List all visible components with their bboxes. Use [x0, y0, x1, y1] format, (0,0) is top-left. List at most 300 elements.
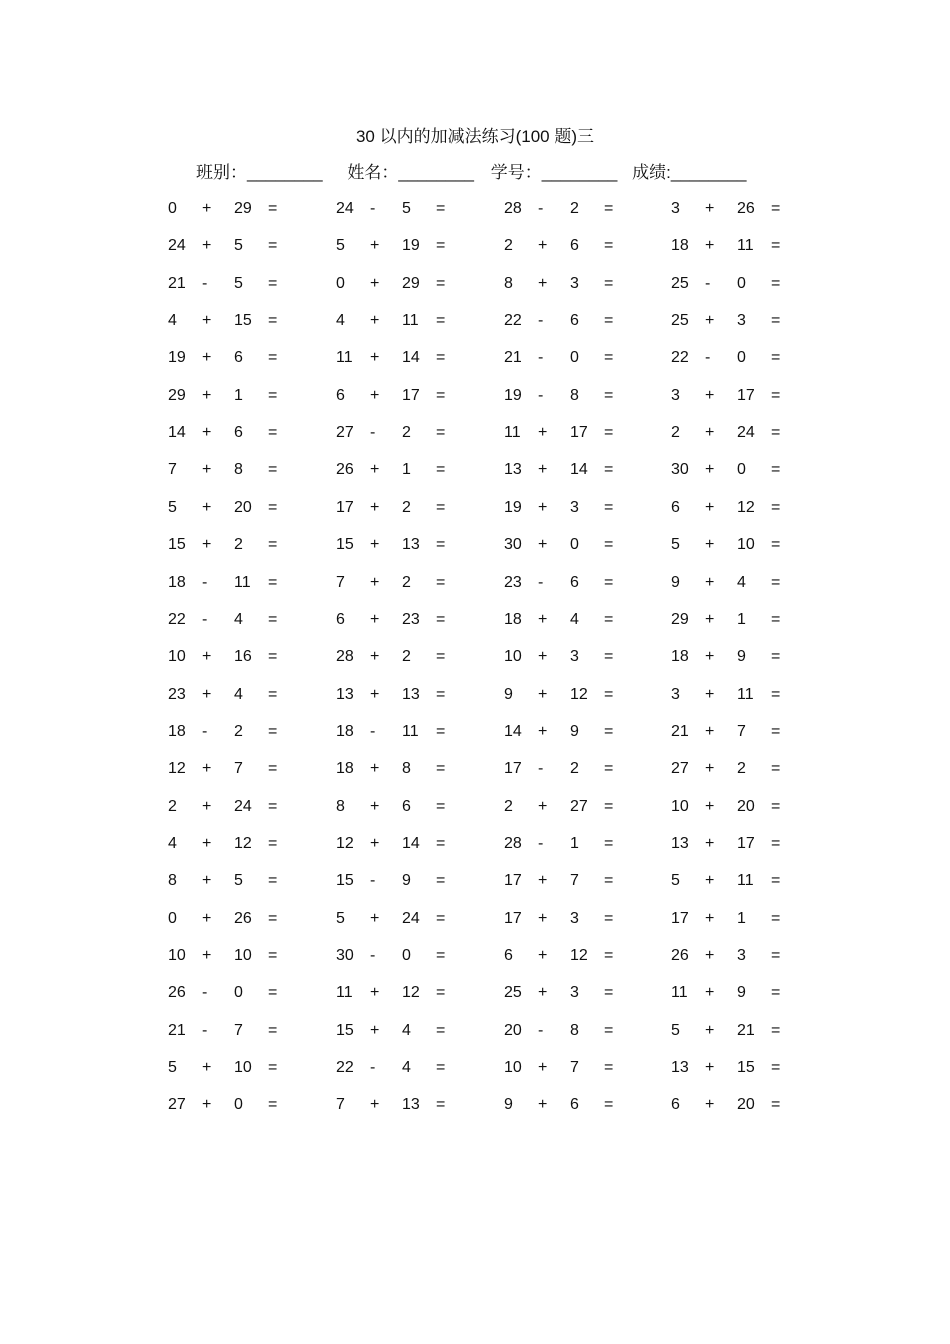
problem-row [0, 195, 950, 223]
equals-sign: = [268, 200, 278, 217]
operator: + [370, 274, 380, 292]
equals-sign: = [268, 685, 278, 703]
equals-sign: = [771, 1059, 781, 1077]
operand-2: 2 [402, 498, 411, 516]
problem-row [0, 1017, 950, 1045]
operand-2: 1 [737, 610, 746, 628]
equals-sign: = [436, 274, 446, 292]
equals-sign: = [604, 685, 614, 703]
equals-sign: = [436, 237, 446, 255]
operand-1: 15 [336, 1021, 354, 1039]
equals-sign: = [771, 797, 781, 815]
equals-sign: = [771, 274, 781, 292]
operand-2: 3 [570, 984, 579, 1002]
operand-1: 18 [671, 648, 689, 666]
problem-row [0, 569, 950, 597]
operand-1: 8 [168, 872, 177, 890]
equals-sign: = [604, 984, 614, 1002]
operator: + [538, 722, 548, 740]
operand-1: 25 [671, 312, 689, 330]
equals-sign: = [771, 610, 781, 628]
equals-sign: = [771, 1096, 781, 1114]
operand-1: 12 [336, 834, 354, 852]
operand-1: 27 [168, 1096, 186, 1114]
equals-sign: = [771, 237, 781, 255]
operand-1: 9 [504, 1096, 513, 1114]
equals-sign: = [604, 722, 614, 740]
operand-2: 3 [570, 498, 579, 516]
operand-2: 5 [234, 274, 243, 292]
name-label: 姓名： [347, 163, 399, 182]
operator: + [538, 461, 548, 479]
equals-sign: = [604, 386, 614, 404]
operator: - [202, 984, 208, 1002]
operand-1: 2 [671, 424, 680, 442]
equals-sign: = [436, 872, 446, 890]
operand-2: 4 [737, 573, 746, 591]
operand-2: 0 [234, 1096, 243, 1114]
equals-sign: = [268, 984, 278, 1002]
operand-2: 17 [737, 834, 755, 852]
operand-2: 11 [402, 312, 419, 330]
equals-sign: = [436, 424, 446, 442]
operand-1: 2 [168, 797, 177, 815]
equals-sign: = [604, 312, 614, 330]
operator: + [705, 872, 715, 890]
operator: + [370, 349, 380, 367]
operand-2: 24 [737, 424, 755, 442]
equals-sign: = [436, 685, 446, 703]
problem-row [0, 718, 950, 746]
operand-2: 7 [234, 760, 243, 778]
operator: + [705, 237, 715, 255]
operand-2: 11 [402, 722, 419, 740]
operand-2: 9 [402, 872, 411, 890]
operand-1: 6 [671, 498, 680, 516]
operand-2: 6 [570, 312, 579, 330]
operand-2: 7 [737, 722, 746, 740]
operand-1: 11 [504, 424, 521, 442]
operator: + [202, 200, 212, 217]
operator: + [202, 498, 212, 516]
operand-1: 17 [504, 909, 522, 927]
operand-2: 29 [402, 274, 420, 292]
operator: + [538, 237, 548, 255]
operator: - [370, 200, 376, 217]
equals-sign: = [268, 610, 278, 628]
operand-1: 5 [671, 872, 680, 890]
operand-2: 0 [402, 947, 411, 964]
operand-2: 20 [234, 498, 252, 516]
operand-2: 27 [570, 797, 588, 815]
operator: - [202, 573, 208, 591]
equals-sign: = [268, 1021, 278, 1039]
operand-2: 3 [570, 274, 579, 292]
equals-sign: = [436, 760, 446, 778]
operator: - [538, 1021, 544, 1039]
operand-1: 18 [168, 573, 186, 591]
equals-sign: = [436, 648, 446, 666]
operator: + [538, 947, 548, 964]
operand-2: 11 [737, 685, 754, 703]
operand-2: 13 [402, 685, 420, 703]
operand-1: 5 [671, 1021, 680, 1039]
problem-row [0, 382, 950, 410]
equals-sign: = [436, 984, 446, 1002]
operand-2: 10 [737, 536, 755, 554]
equals-sign: = [771, 685, 781, 703]
equals-sign: = [436, 573, 446, 591]
operator: + [538, 797, 548, 815]
operand-1: 17 [336, 498, 354, 516]
operator: + [202, 760, 212, 778]
operand-2: 15 [737, 1059, 755, 1077]
operand-2: 17 [737, 386, 755, 404]
equals-sign: = [268, 424, 278, 442]
equals-sign: = [268, 834, 278, 852]
equals-sign: = [436, 947, 446, 964]
operator: + [538, 610, 548, 628]
operand-1: 23 [168, 685, 186, 703]
operand-2: 6 [570, 573, 579, 591]
problem-row [0, 681, 950, 709]
equals-sign: = [771, 498, 781, 516]
equals-sign: = [604, 872, 614, 890]
operand-1: 22 [671, 349, 689, 367]
operator: - [538, 573, 544, 591]
operator: + [370, 984, 380, 1002]
problem-row [0, 793, 950, 821]
operator: + [202, 797, 212, 815]
operand-1: 9 [504, 685, 513, 703]
operand-1: 5 [336, 237, 345, 255]
operand-2: 14 [402, 834, 420, 852]
equals-sign: = [436, 722, 446, 740]
operator: + [370, 461, 380, 479]
operand-1: 8 [336, 797, 345, 815]
operand-2: 8 [402, 760, 411, 778]
equals-sign: = [436, 461, 446, 479]
operator: + [705, 498, 715, 516]
equals-sign: = [436, 349, 446, 367]
operator: + [202, 648, 212, 666]
operand-2: 3 [737, 947, 746, 964]
operand-2: 0 [570, 349, 579, 367]
operand-2: 10 [234, 1059, 252, 1077]
operand-1: 25 [504, 984, 522, 1002]
operator: + [202, 424, 212, 442]
operand-2: 2 [402, 648, 411, 666]
operator: + [370, 536, 380, 554]
operand-1: 22 [168, 610, 186, 628]
operator: - [370, 872, 376, 890]
operand-1: 21 [168, 1021, 186, 1039]
operand-1: 10 [168, 648, 186, 666]
operator: + [370, 610, 380, 628]
operand-2: 11 [234, 573, 251, 591]
equals-sign: = [436, 498, 446, 516]
operand-1: 5 [336, 909, 345, 927]
problem-row [0, 643, 950, 671]
equals-sign: = [604, 461, 614, 479]
operand-1: 0 [336, 274, 345, 292]
operand-1: 12 [168, 760, 186, 778]
operand-2: 17 [570, 424, 588, 442]
operator: - [370, 722, 376, 740]
operand-1: 22 [504, 312, 522, 330]
operand-2: 19 [402, 237, 420, 255]
operator: + [538, 536, 548, 554]
operand-1: 13 [671, 834, 689, 852]
operand-1: 20 [504, 1021, 522, 1039]
operator: + [202, 461, 212, 479]
operator: + [705, 1096, 715, 1114]
operand-2: 0 [737, 461, 746, 479]
operator: + [202, 536, 212, 554]
operator: + [538, 685, 548, 703]
problem-row [0, 307, 950, 335]
equals-sign: = [436, 312, 446, 330]
operator: + [705, 760, 715, 778]
operand-1: 18 [336, 722, 354, 740]
operator: - [538, 200, 544, 217]
operand-2: 4 [402, 1059, 411, 1077]
operand-2: 3 [570, 909, 579, 927]
operand-2: 12 [570, 685, 588, 703]
operand-2: 4 [234, 610, 243, 628]
problem-row [0, 905, 950, 933]
operand-2: 14 [570, 461, 588, 479]
equals-sign: = [771, 461, 781, 479]
operand-2: 21 [737, 1021, 755, 1039]
operand-2: 1 [234, 386, 243, 404]
operand-1: 13 [504, 461, 522, 479]
operand-1: 6 [671, 1096, 680, 1114]
operator: + [370, 760, 380, 778]
operand-2: 4 [234, 685, 243, 703]
operand-2: 13 [402, 1096, 420, 1114]
equals-sign: = [771, 424, 781, 442]
equals-sign: = [268, 1059, 278, 1077]
operand-1: 30 [504, 536, 522, 554]
operand-1: 0 [168, 909, 177, 927]
operand-2: 2 [234, 722, 243, 740]
problem-row [0, 232, 950, 260]
operand-1: 19 [504, 498, 522, 516]
operand-2: 2 [570, 760, 579, 778]
equals-sign: = [604, 1059, 614, 1077]
problem-row [0, 531, 950, 559]
operator: + [370, 797, 380, 815]
operand-2: 4 [570, 610, 579, 628]
operand-2: 12 [402, 984, 420, 1002]
operator: - [202, 274, 208, 292]
problem-row [0, 1054, 950, 1082]
operand-2: 29 [234, 200, 252, 217]
operand-1: 13 [336, 685, 354, 703]
operand-1: 10 [504, 1059, 522, 1077]
operand-1: 8 [504, 274, 513, 292]
equals-sign: = [436, 536, 446, 554]
operator: + [705, 909, 715, 927]
equals-sign: = [268, 648, 278, 666]
problem-row [0, 344, 950, 372]
student-id-label: 学号： [490, 163, 542, 182]
operand-2: 4 [402, 1021, 411, 1039]
equals-sign: = [771, 722, 781, 740]
equals-sign: = [268, 573, 278, 591]
equals-sign: = [268, 237, 278, 255]
equals-sign: = [604, 947, 614, 964]
operator: + [202, 947, 212, 964]
score-label: 成绩: [632, 163, 671, 182]
operand-2: 26 [737, 200, 755, 217]
operand-2: 0 [737, 349, 746, 367]
operand-2: 23 [402, 610, 420, 628]
operator: + [370, 834, 380, 852]
operand-1: 30 [336, 947, 354, 964]
problem-row [0, 830, 950, 858]
operand-1: 21 [504, 349, 522, 367]
operand-2: 6 [570, 1096, 579, 1114]
equals-sign: = [436, 200, 446, 217]
operand-2: 0 [570, 536, 579, 554]
operator: - [538, 760, 544, 778]
operand-2: 11 [737, 872, 754, 890]
operator: + [705, 424, 715, 442]
equals-sign: = [436, 610, 446, 628]
equals-sign: = [268, 386, 278, 404]
operand-1: 26 [671, 947, 689, 964]
operand-1: 15 [168, 536, 186, 554]
operator: + [538, 984, 548, 1002]
operator: - [370, 1059, 376, 1077]
operator: + [705, 461, 715, 479]
operator: + [538, 424, 548, 442]
operator: + [705, 722, 715, 740]
problem-row [0, 419, 950, 447]
operand-2: 6 [402, 797, 411, 815]
operator: + [705, 984, 715, 1002]
operator: - [538, 834, 544, 852]
problem-row [0, 1091, 950, 1119]
equals-sign: = [604, 909, 614, 927]
operator: + [538, 274, 548, 292]
operator: + [202, 386, 212, 404]
operand-1: 28 [336, 648, 354, 666]
operand-2: 6 [570, 237, 579, 255]
operand-1: 17 [671, 909, 689, 927]
operand-1: 3 [671, 386, 680, 404]
operator: + [705, 947, 715, 964]
equals-sign: = [604, 648, 614, 666]
equals-sign: = [268, 1096, 278, 1114]
equals-sign: = [604, 834, 614, 852]
equals-sign: = [604, 1021, 614, 1039]
operand-2: 8 [234, 461, 243, 479]
equals-sign: = [604, 760, 614, 778]
operand-1: 2 [504, 797, 513, 815]
operand-2: 7 [234, 1021, 243, 1039]
operand-1: 10 [168, 947, 186, 964]
equals-sign: = [771, 536, 781, 554]
operand-1: 7 [336, 573, 345, 591]
score-blank: ________ [670, 163, 747, 182]
operand-2: 1 [737, 909, 746, 927]
operand-1: 0 [168, 200, 177, 217]
equals-sign: = [268, 722, 278, 740]
operand-1: 17 [504, 760, 522, 778]
operand-1: 10 [504, 648, 522, 666]
equals-sign: = [604, 237, 614, 255]
operand-2: 2 [402, 424, 411, 442]
equals-sign: = [771, 349, 781, 367]
operator: + [538, 1096, 548, 1114]
operator: + [370, 1096, 380, 1114]
operator: - [202, 610, 208, 628]
equals-sign: = [771, 200, 781, 217]
operand-2: 2 [402, 573, 411, 591]
equals-sign: = [604, 498, 614, 516]
operand-1: 18 [336, 760, 354, 778]
operator: - [538, 349, 544, 367]
operator: - [538, 312, 544, 330]
operator: + [202, 909, 212, 927]
operand-1: 6 [504, 947, 513, 964]
equals-sign: = [771, 984, 781, 1002]
operand-2: 3 [737, 312, 746, 330]
operator: - [538, 386, 544, 404]
equals-sign: = [604, 274, 614, 292]
operator: + [705, 200, 715, 217]
operand-1: 2 [504, 237, 513, 255]
operand-2: 5 [402, 200, 411, 217]
equals-sign: = [771, 834, 781, 852]
operand-1: 15 [336, 536, 354, 554]
operand-1: 4 [168, 312, 177, 330]
operator: + [370, 648, 380, 666]
operand-1: 7 [168, 461, 177, 479]
operand-2: 1 [570, 834, 579, 852]
operator: - [370, 947, 376, 964]
equals-sign: = [268, 312, 278, 330]
operand-2: 9 [737, 648, 746, 666]
class-blank: ________ [247, 163, 323, 182]
operand-2: 17 [402, 386, 420, 404]
operand-1: 21 [168, 274, 186, 292]
operand-1: 24 [168, 237, 186, 255]
operand-1: 3 [671, 200, 680, 217]
equals-sign: = [604, 573, 614, 591]
equals-sign: = [268, 274, 278, 292]
operator: + [538, 909, 548, 927]
operator: + [370, 909, 380, 927]
operand-1: 5 [168, 498, 177, 516]
operand-2: 11 [737, 237, 754, 255]
operand-2: 6 [234, 424, 243, 442]
equals-sign: = [268, 760, 278, 778]
equals-sign: = [436, 909, 446, 927]
equals-sign: = [436, 1059, 446, 1077]
equals-sign: = [268, 536, 278, 554]
operand-1: 24 [336, 200, 354, 217]
operator: + [202, 312, 212, 330]
operand-2: 13 [402, 536, 420, 554]
operand-1: 27 [671, 760, 689, 778]
operator: + [705, 648, 715, 666]
equals-sign: = [771, 947, 781, 964]
operator: + [202, 834, 212, 852]
